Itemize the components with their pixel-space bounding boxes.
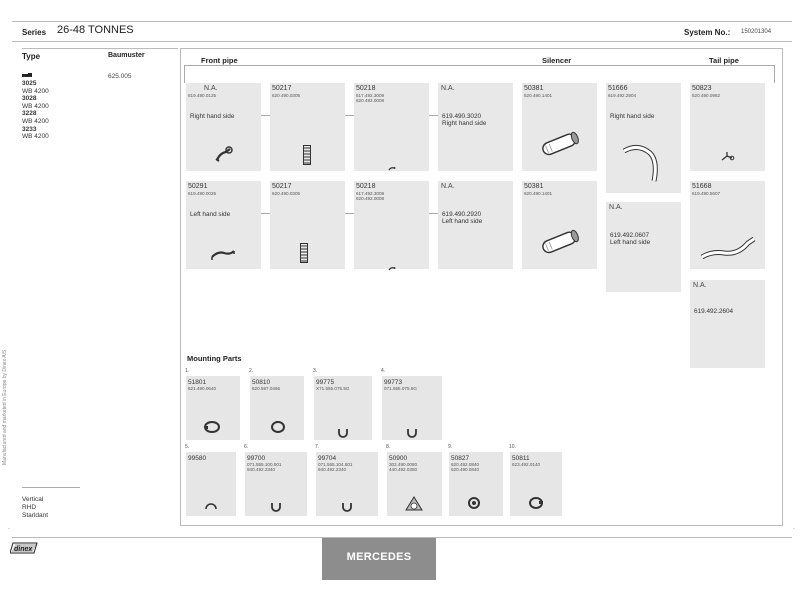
mounting-part-box[interactable] xyxy=(249,368,304,440)
mounting-subnumber: 071.555.104.501 940.492.2340 xyxy=(318,462,353,473)
part-box[interactable] xyxy=(522,83,597,171)
type-item: WB 4200 xyxy=(22,87,49,95)
series-title: 26-48 TONNES xyxy=(57,24,134,36)
clamp-ring-icon xyxy=(527,496,545,515)
baumuster-column-header: Baumuster xyxy=(108,52,145,59)
type-item: WB 4200 xyxy=(22,133,49,141)
part-text: 619.490.2920 Left hand side xyxy=(442,211,483,226)
tail-pipe-icon xyxy=(698,235,758,268)
series-label: Series xyxy=(22,28,47,37)
u-bolt-icon xyxy=(341,500,353,518)
tail-pipe-bend-icon xyxy=(620,141,670,192)
type-item: WB 4200 xyxy=(22,117,49,125)
gasket-icon xyxy=(405,496,423,517)
part-text: Right hand side xyxy=(610,113,655,120)
part-label: N.A. xyxy=(609,204,623,211)
part-subnumber: 620.490.0305 xyxy=(272,191,301,196)
part-number: 50217 xyxy=(272,85,292,92)
part-subnumber: 619.490.0025 xyxy=(188,191,217,196)
mounting-part-box[interactable] xyxy=(313,368,372,440)
row2-connector xyxy=(345,213,354,214)
section-silencer: Silencer xyxy=(542,56,572,65)
part-box[interactable] xyxy=(354,83,429,171)
header-rule xyxy=(12,21,792,22)
mounting-number: 99773 xyxy=(384,379,403,386)
part-label: N.A. xyxy=(441,85,455,92)
mounting-index: 10. xyxy=(509,444,516,450)
dinex-logo xyxy=(10,541,40,555)
part-box[interactable] xyxy=(606,202,681,292)
clamp-small-icon xyxy=(388,259,396,277)
part-text: 619.490.3020 Right hand side xyxy=(442,113,487,128)
hanger-icon xyxy=(204,498,218,516)
mounting-part-box[interactable] xyxy=(386,444,442,516)
corner-mark-left: ˉ xyxy=(8,528,10,534)
mounting-index: 8. xyxy=(386,444,391,450)
part-box[interactable] xyxy=(270,83,345,171)
mounting-number: 50811 xyxy=(512,455,530,462)
mounting-part-box[interactable] xyxy=(185,368,240,440)
header-rule-lower xyxy=(12,41,792,42)
part-text: 619.492.0607 Left hand side xyxy=(610,232,651,247)
flex-hose-icon xyxy=(303,145,311,170)
spec-list xyxy=(22,496,48,520)
clamp-small-icon xyxy=(388,159,396,177)
silencer-icon xyxy=(538,131,582,162)
part-box[interactable] xyxy=(438,181,513,269)
part-text: Left hand side xyxy=(190,211,231,218)
mounting-part-box[interactable] xyxy=(315,444,378,516)
spec-item: Vertical xyxy=(22,496,44,503)
type-list xyxy=(22,73,49,141)
part-label: N.A. xyxy=(204,85,218,92)
clamp-ring-icon xyxy=(466,496,482,515)
mounting-index: 5. xyxy=(185,444,190,450)
row2-connector xyxy=(261,213,270,214)
type-column-rule xyxy=(22,48,178,49)
part-label: N.A. xyxy=(441,183,455,190)
mounting-part-box[interactable] xyxy=(509,444,562,516)
mounting-part-box[interactable] xyxy=(381,368,442,440)
mounting-subnumber: 071.555.100.501 940.492.2340 xyxy=(247,462,282,473)
part-box[interactable] xyxy=(438,83,513,171)
part-box[interactable] xyxy=(354,181,429,269)
front-pipe-connector xyxy=(184,65,774,66)
part-subnumber: 620.490.0962 xyxy=(692,93,721,98)
part-box[interactable] xyxy=(690,181,765,269)
mounting-subnumber: 623.492.0140 xyxy=(512,462,541,467)
type-column-header: Type xyxy=(22,52,41,61)
mounting-part-box[interactable] xyxy=(448,444,503,516)
spec-item: Starldant xyxy=(22,512,49,519)
silencer-icon xyxy=(538,229,582,260)
part-text: Right hand side xyxy=(190,113,235,120)
mounting-number: 50900 xyxy=(389,455,408,462)
front-pipe-connector-right xyxy=(774,65,775,83)
section-mounting-parts: Mounting Parts xyxy=(187,354,242,363)
part-number: 50218 xyxy=(356,183,376,190)
part-subnumber: 619.490.0125 xyxy=(188,93,217,98)
system-label: System No.: xyxy=(684,28,731,37)
mounting-index: 1. xyxy=(185,368,190,374)
pipe-bend-icon xyxy=(214,145,234,168)
mounting-index: 3. xyxy=(313,368,318,374)
baumuster-value: 625.005 xyxy=(108,73,132,80)
mounting-number: 99700 xyxy=(247,455,266,462)
part-number: 50217 xyxy=(272,183,292,190)
type-item: 3028 xyxy=(22,95,37,103)
section-front-pipe: Front pipe xyxy=(201,56,238,65)
part-box[interactable] xyxy=(186,181,261,269)
part-box[interactable] xyxy=(690,280,765,368)
part-subnumber: 619.492.2904 xyxy=(608,93,637,98)
part-box[interactable] xyxy=(606,83,681,193)
row1-connector xyxy=(429,115,438,116)
mounting-part-box[interactable] xyxy=(185,444,236,516)
system-value: 150201304 xyxy=(741,29,772,35)
part-box[interactable] xyxy=(522,181,597,269)
part-number: 50291 xyxy=(188,183,208,190)
part-subnumber: 619.490.5607 xyxy=(692,191,721,196)
pipe-bend-icon xyxy=(210,247,236,266)
mounting-subnumber: 620.492.0840 620.490.0840 xyxy=(451,462,480,473)
brand-label: MERCEDES xyxy=(346,551,412,563)
mounting-number: 51801 xyxy=(188,379,207,386)
part-subnumber: 617.492.3009 620.492.0008 xyxy=(356,191,385,202)
mounting-number: 50810 xyxy=(252,379,271,386)
row2-connector xyxy=(429,213,438,214)
clamp-ring-icon xyxy=(270,420,286,439)
part-number: 51666 xyxy=(608,85,628,92)
part-box[interactable] xyxy=(186,83,261,171)
row1-connector xyxy=(345,115,354,116)
mounting-subnumber: 621.490.0640 xyxy=(188,386,217,391)
mounting-index: 6. xyxy=(244,444,249,450)
part-text: 619.492.2604 xyxy=(694,308,734,315)
mounting-subnumber: X71.555.075.5G xyxy=(316,386,350,391)
bracket-icon xyxy=(720,149,736,167)
mounting-number: 99704 xyxy=(318,455,337,462)
part-subnumber: 620.490.0305 xyxy=(272,93,301,98)
part-number: 50381 xyxy=(524,85,544,92)
type-item: 3025 xyxy=(22,80,37,87)
front-pipe-connector-left xyxy=(184,65,185,83)
mounting-number: 50827 xyxy=(451,455,470,462)
part-box[interactable] xyxy=(270,181,345,269)
section-tail-pipe: Tail pipe xyxy=(709,56,739,65)
mounting-subnumber: 071.555.075.5G xyxy=(384,386,417,391)
mounting-number: 99775 xyxy=(316,379,335,386)
truck-icon xyxy=(22,73,32,78)
part-box[interactable] xyxy=(690,83,765,171)
part-subnumber: 620.490.1401 xyxy=(524,93,553,98)
part-number: 50218 xyxy=(356,85,376,92)
part-number: 50823 xyxy=(692,85,712,92)
spec-divider xyxy=(22,487,80,488)
u-bolt-icon xyxy=(406,426,418,444)
type-item: 3233 xyxy=(22,125,37,133)
part-subnumber: 620.490.1401 xyxy=(524,191,553,196)
mounting-subnumber: 620.597.0466 xyxy=(252,386,281,391)
part-number: 50381 xyxy=(524,183,544,190)
mounting-subnumber: 302.490.0080 440.492.0380 xyxy=(389,462,418,473)
mounting-index: 2. xyxy=(249,368,254,374)
part-label: N.A. xyxy=(693,282,707,289)
u-bolt-icon xyxy=(270,500,282,518)
u-bolt-icon xyxy=(337,426,349,444)
type-item: 3228 xyxy=(22,110,37,118)
spec-item: RHD xyxy=(22,504,37,511)
flex-hose-icon xyxy=(300,243,308,268)
mounting-index: 9. xyxy=(448,444,453,450)
clamp-ring-icon xyxy=(203,420,221,439)
mounting-number: 99580 xyxy=(188,455,207,462)
mounting-index: 4. xyxy=(381,368,386,374)
type-item: WB 4200 xyxy=(22,102,49,110)
svg-text:dinex: dinex xyxy=(14,546,33,553)
sidebar-vertical-text: Manufactured and marketed in Europe by Dinex A/S xyxy=(2,349,8,465)
mounting-part-box[interactable] xyxy=(244,444,307,516)
part-subnumber: 617.492.3009 620.492.0008 xyxy=(356,93,385,104)
part-number: 51668 xyxy=(692,183,712,190)
corner-mark-right: ˉ xyxy=(793,528,795,534)
row1-connector xyxy=(261,115,270,116)
mounting-index: 7. xyxy=(315,444,320,450)
